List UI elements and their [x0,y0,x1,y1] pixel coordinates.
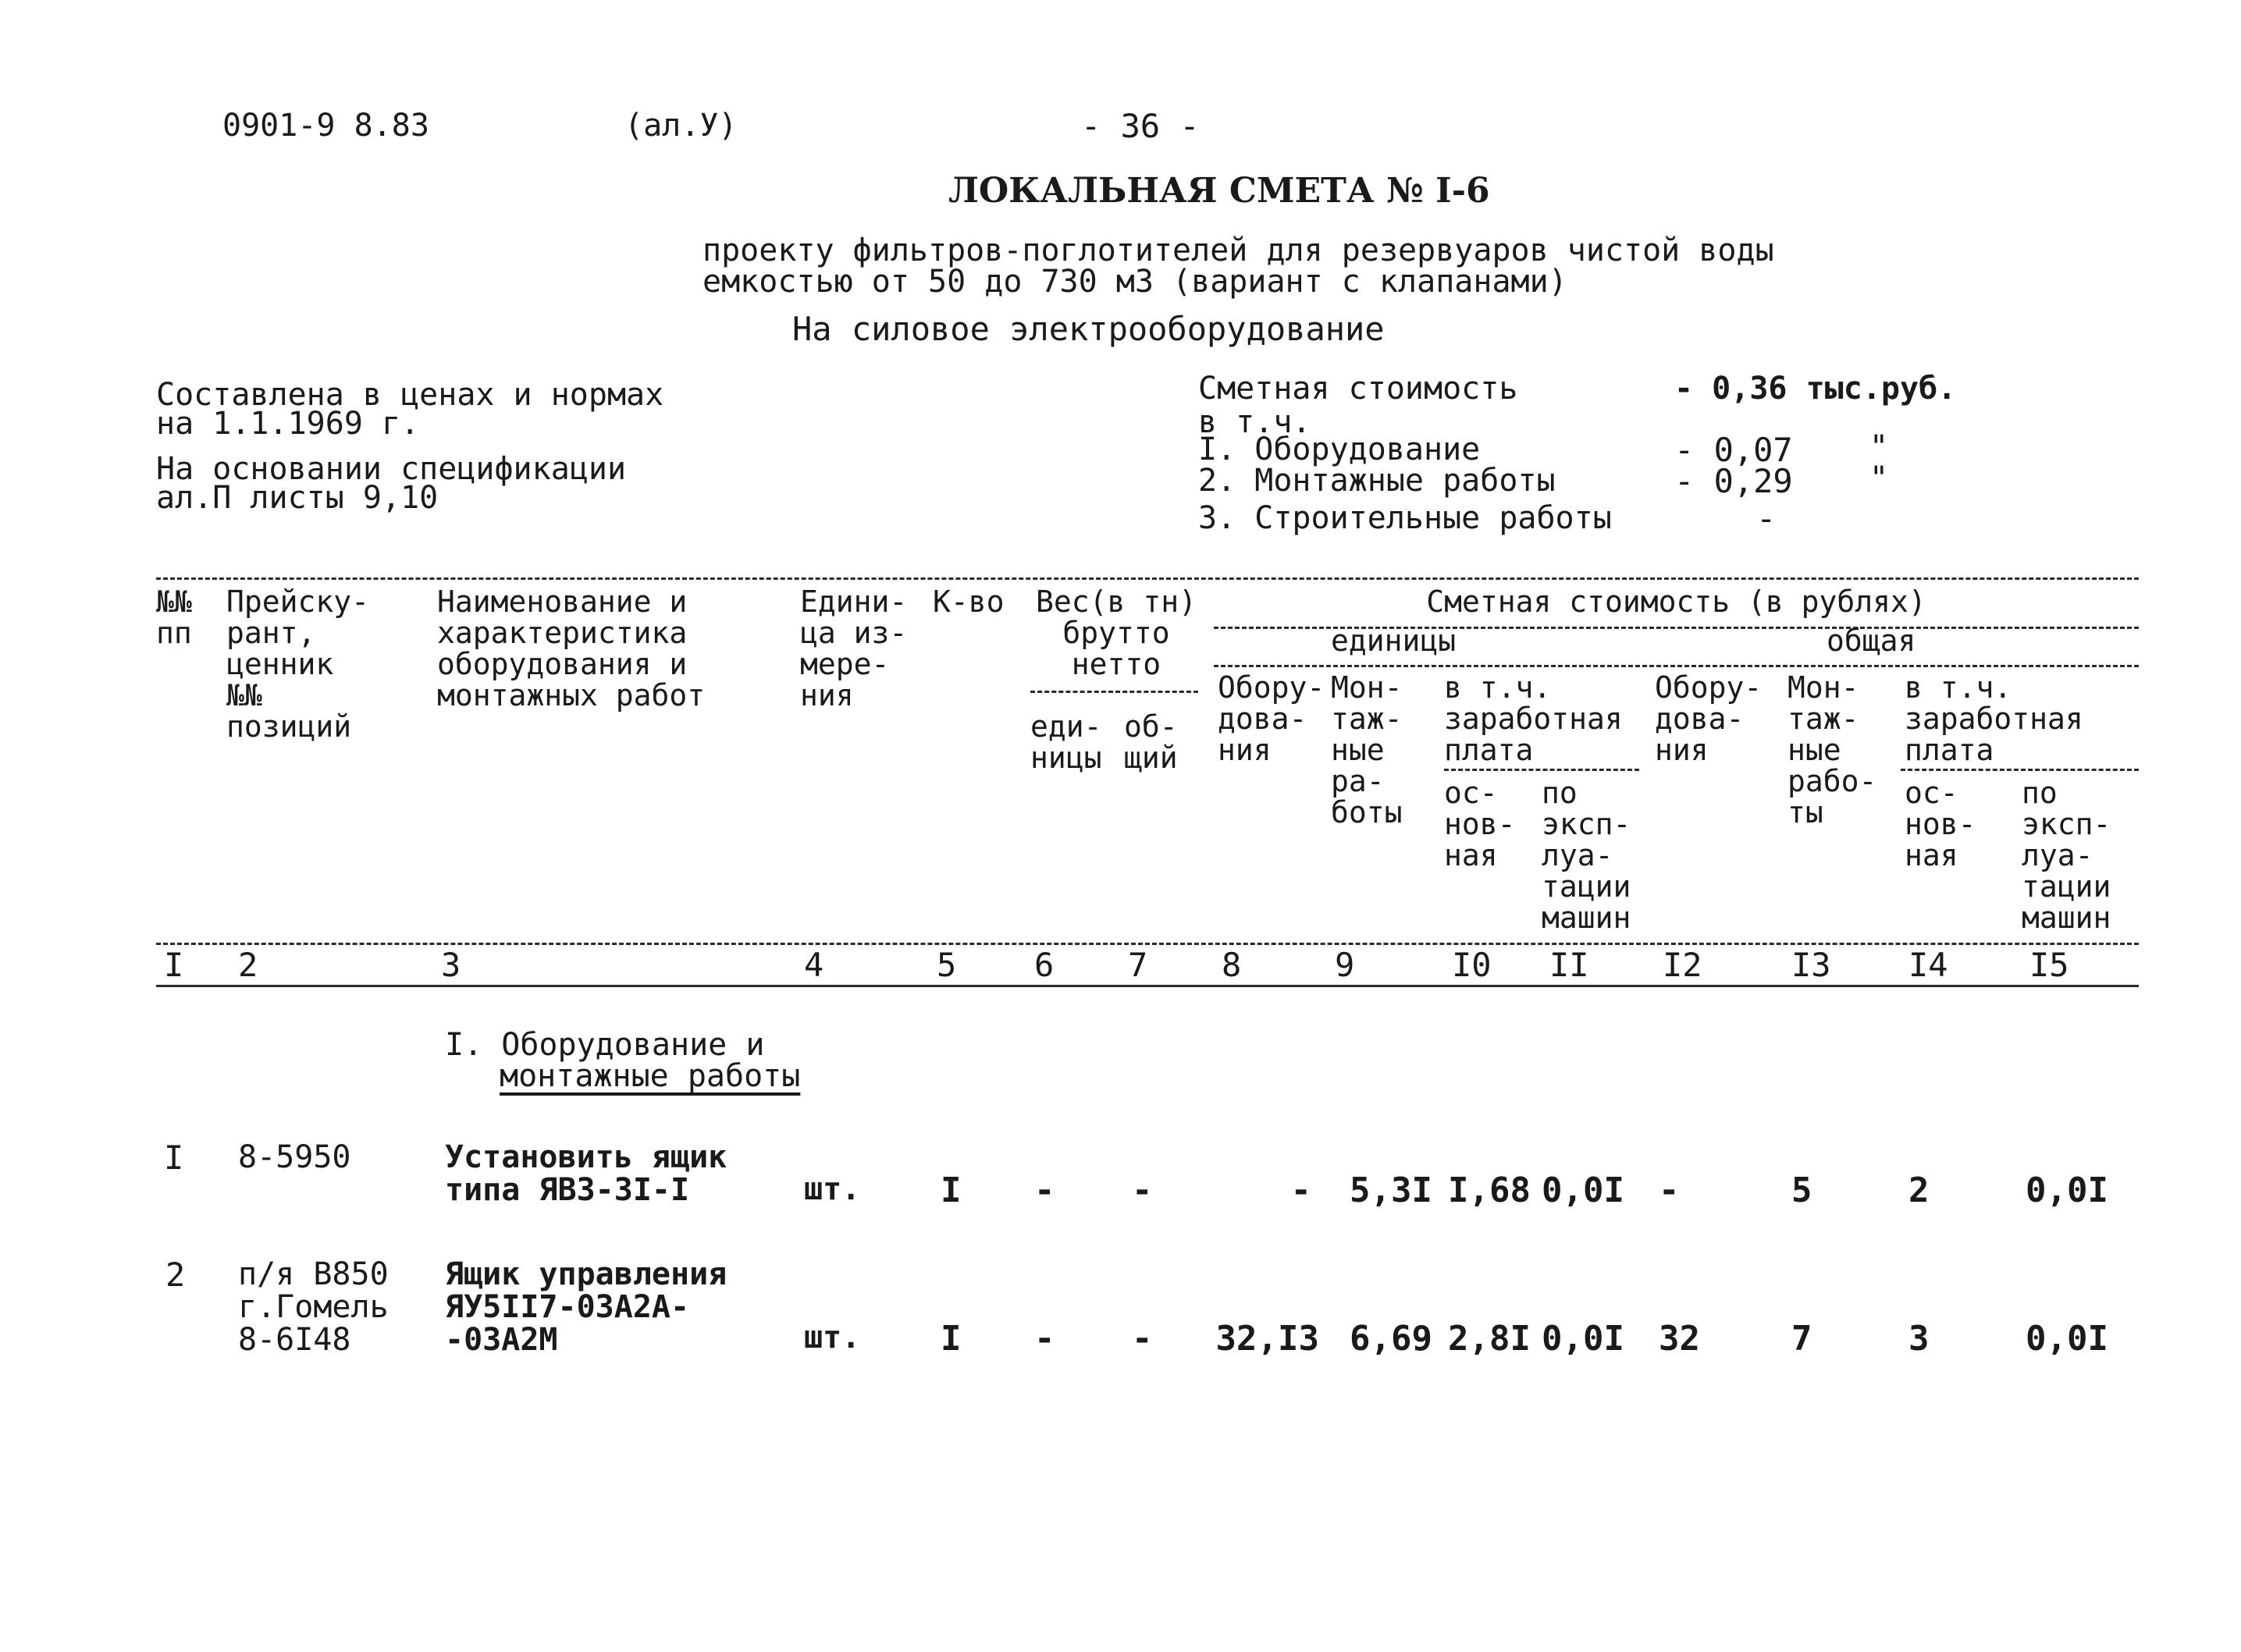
header-unit: Едини- ца из- мере- ния [800,584,908,712]
row-1-price-ref: 8-5950 [238,1139,351,1175]
header-estimated-cost: Сметная стоимость (в рублях) [1426,584,1926,619]
subtitle-line-3: На силовое электрооборудование [792,310,1385,348]
row-1-unit: шт. [804,1171,861,1207]
spec-basis-line-1: На основании спецификации [156,451,627,487]
row-2-weight-total: - [1132,1319,1153,1359]
col-num-6: 6 [1034,946,1055,984]
row-2-unit: шт. [804,1320,861,1355]
price-basis-line-1: Составлена в ценах и нормах [156,377,664,413]
wage-unit-rule [1444,769,1639,771]
cost-item-1-value: - 0,07 [1674,431,1793,469]
col-num-7: 7 [1128,946,1148,984]
col-num-12: I2 [1663,946,1702,984]
unit-total-rule [1214,665,2139,667]
col-num-1: I [164,946,184,984]
row-2-name: Ящик управления ЯУ5II7-03А2А- -03А2М [445,1256,727,1358]
col-num-13: I3 [1791,946,1831,984]
page-number: - 36 - [1081,107,1200,145]
row-2-equipment-total: 32 [1659,1319,1700,1359]
col-num-15: I5 [2029,946,2069,984]
row-2-number: 2 [165,1256,186,1294]
row-2-wage-machine-total: 0,0I [2026,1319,2108,1359]
album-ref: (ал.У) [624,108,738,144]
row-2-weight-unit: - [1034,1319,1055,1359]
row-2-installation-total: 7 [1791,1319,1812,1359]
spec-basis-line-2: ал.П листы 9,10 [156,480,439,516]
header-price-list: Прейску- рант, ценник №№ позиций [226,584,370,744]
header-wage-machine-unit: по эксп- луа- тации машин [1542,776,1631,935]
row-2-wage-base-unit: 2,8I [1448,1319,1531,1359]
section-heading-line-2: монтажные работы [500,1058,801,1094]
row-1-name: Установить ящик типа ЯВЗ-3I-I [445,1139,727,1208]
col-num-14: I4 [1908,946,1948,984]
row-1-weight-total: - [1132,1171,1153,1210]
cost-item-3-value: - [1756,499,1777,538]
header-name: Наименование и характеристика оборудования и монтажных работ [437,584,706,712]
col-num-11: II [1549,946,1589,984]
col-num-9: 9 [1335,946,1355,984]
header-weight-total: об- щий [1124,709,1178,775]
row-1-weight-unit: - [1034,1171,1055,1210]
header-bottom-rule [156,943,2139,945]
header-weight-unit: еди- ницы [1030,709,1102,775]
weight-rule [1030,691,1198,693]
header-equipment-total: Обору- дова- ния [1655,670,1763,767]
document-title: ЛОКАЛЬНАЯ СМЕТА № I-6 [948,171,1490,211]
column-numbers-rule [156,985,2139,987]
cost-total-value: - 0,36 тыс.руб. [1674,371,1957,407]
row-1-installation-total: 5 [1791,1171,1812,1210]
cost-incl-label: в т.ч. [1198,404,1311,440]
subtitle-line-1: проекту фильтров-поглотителей для резервуаров чистой воды [703,233,1774,268]
header-per-unit: единицы [1331,623,1457,658]
doc-code: 0901-9 8.83 [222,108,429,144]
table-top-rule [156,577,2139,580]
row-1-number: I [164,1139,184,1177]
row-1-equipment-unit: - [1290,1171,1311,1210]
price-basis-line-2: на 1.1.1969 г. [156,406,420,442]
row-1-quantity: I [941,1171,962,1210]
col-num-2: 2 [238,946,258,984]
cost-item-3-label: 3. Строительные работы [1198,500,1612,536]
header-wage-base-total: ос- нов- ная [1905,776,1976,872]
header-row-number: №№ пп [156,584,192,650]
section-heading-line-1: I. Оборудование и [445,1027,765,1063]
row-2-wage-machine-unit: 0,0I [1542,1319,1624,1359]
header-installation-total: Мон- таж- ные рабо- ты [1787,670,1877,830]
row-2-equipment-unit: 32,I3 [1215,1319,1319,1359]
row-1-installation-unit: 5,3I [1350,1171,1432,1210]
header-weight: Вес(в тн) брутто нетто [1036,584,1197,681]
cost-item-2-label: 2. Монтажные работы [1198,463,1556,499]
header-wage-total: в т.ч. заработная плата [1905,670,2083,767]
row-1-wage-base-total: 2 [1908,1171,1930,1210]
col-num-5: 5 [937,946,957,984]
cost-item-1-ditto: " [1869,429,1889,465]
header-total: общая [1827,623,1916,658]
row-1-wage-base-unit: I,68 [1448,1171,1531,1210]
col-num-8: 8 [1222,946,1242,984]
header-equipment-unit: Обору- дова- ния [1218,670,1325,767]
cost-total-label: Сметная стоимость [1198,371,1518,407]
header-wage-base-unit: ос- нов- ная [1444,776,1516,872]
cost-item-2-value: - 0,29 [1674,462,1793,500]
row-1-wage-machine-unit: 0,0I [1542,1171,1624,1210]
row-2-quantity: I [941,1319,962,1359]
subtitle-line-2: емкостью от 50 до 730 м3 (вариант с клапанами) [703,264,1567,300]
header-quantity: К-во [933,584,1005,619]
row-1-equipment-total: - [1659,1171,1680,1210]
cost-item-2-ditto: " [1869,460,1889,496]
col-num-4: 4 [804,946,824,984]
cost-item-1-label: I. Оборудование [1198,432,1481,467]
row-2-installation-unit: 6,69 [1350,1319,1432,1359]
header-wage-machine-total: по эксп- луа- тации машин [2022,776,2111,935]
wage-total-rule [1901,769,2139,771]
row-1-wage-machine-total: 0,0I [2026,1171,2108,1210]
row-2-price-ref: п/я В850 г.Гомель 8-6I48 [238,1256,389,1358]
row-2-wage-base-total: 3 [1908,1319,1930,1359]
header-wage-unit: в т.ч. заработная плата [1444,670,1623,767]
col-num-10: I0 [1452,946,1492,984]
header-installation-unit: Мон- таж- ные ра- боты [1331,670,1403,830]
col-num-3: 3 [441,946,461,984]
